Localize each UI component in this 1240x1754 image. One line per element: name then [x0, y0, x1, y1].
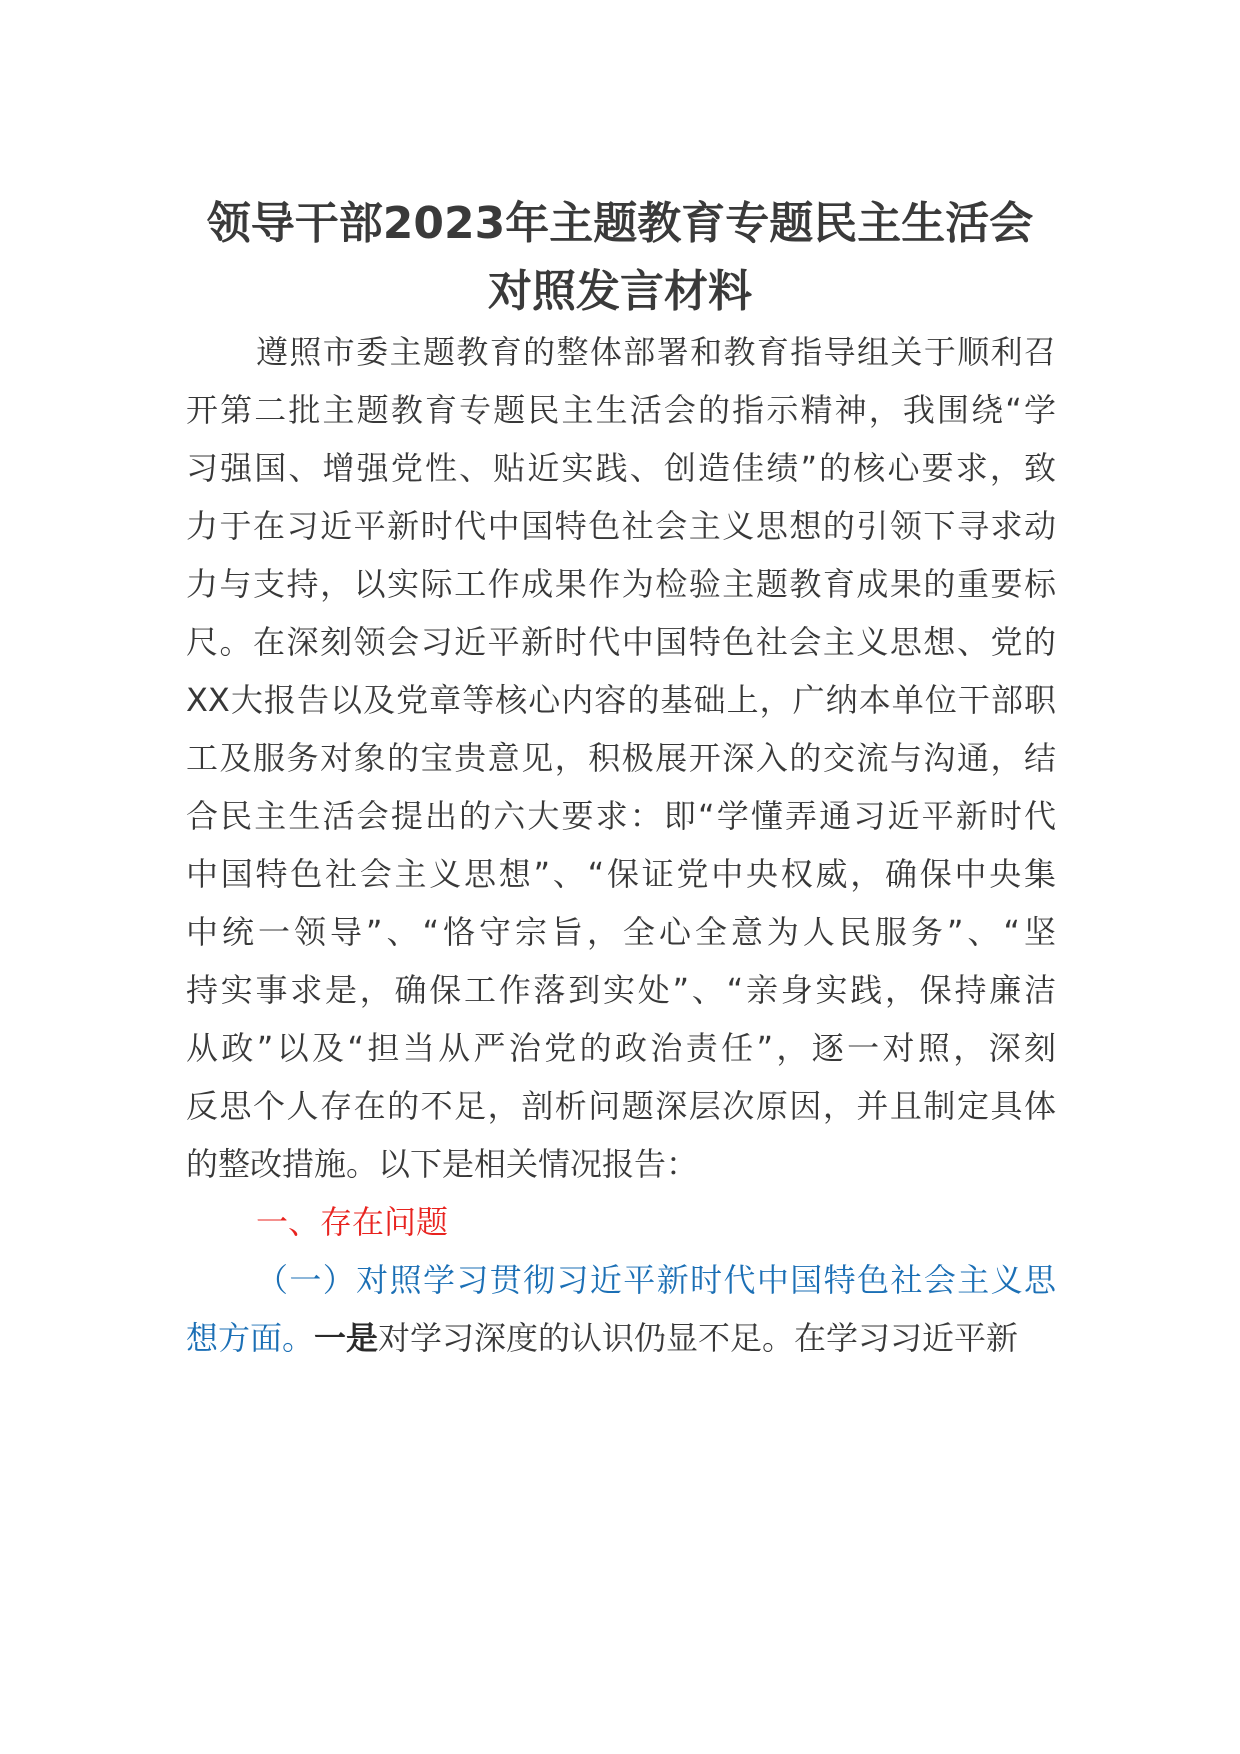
paragraph-line: 中统一领导”、“恪守宗旨，全心全意为人民服务”、“坚: [186, 913, 1056, 951]
paragraph-line: 工及服务对象的宝贵意见，积极展开深入的交流与沟通，结: [186, 739, 1056, 777]
subsection-heading-end: 想方面。: [186, 1319, 315, 1357]
subsection-line: [186, 1318, 1056, 1358]
paragraph-line: 尺。在深刻领会习近平新时代中国特色社会主义思想、党的: [186, 623, 1056, 661]
document-title-line-2: 对照发言材料: [488, 266, 752, 317]
paragraph-line: 合民主生活会提出的六大要求：即“学懂弄通习近平新时代: [186, 797, 1056, 835]
paragraph-line: 持实事求是，确保工作落到实处”、“亲身实践，保持廉洁: [186, 971, 1056, 1009]
paragraph-line: 反思个人存在的不足，剖析问题深层次原因，并且制定具体: [186, 1087, 1056, 1125]
paragraph-line: 中国特色社会主义思想”、“保证党中央权威，确保中央集: [186, 855, 1056, 893]
paragraph-line: 从政”以及“担当从严治党的政治责任”，逐一对照，深刻: [186, 1029, 1056, 1067]
paragraph-line: 力与支持，以实际工作成果作为检验主题教育成果的重要标: [186, 565, 1056, 603]
point-text: 对学习深度的认识仍显不足。在学习习近平新: [378, 1319, 1019, 1357]
subsection-heading: （一）对照学习贯彻习近平新时代中国特色社会主义思: [256, 1261, 1056, 1299]
paragraph-line: 习强国、增强党性、贴近实践、创造佳绩”的核心要求，致: [186, 449, 1056, 487]
point-marker: 一是: [314, 1319, 379, 1357]
paragraph-line: XX大报告以及党章等核心内容的基础上，广纳本单位干部职: [186, 681, 1056, 719]
document-title-line-1: 领导干部2023年主题教育专题民主生活会: [206, 198, 1034, 249]
section-heading: 一、存在问题: [256, 1203, 449, 1241]
paragraph-line: 遵照市委主题教育的整体部署和教育指导组关于顺利召: [256, 333, 1056, 371]
paragraph-line: 力于在习近平新时代中国特色社会主义思想的引领下寻求动: [186, 507, 1056, 545]
paragraph-line: 开第二批主题教育专题民主生活会的指示精神，我围绕“学: [186, 391, 1056, 429]
paragraph-line: 的整改措施。以下是相关情况报告：: [186, 1145, 699, 1183]
